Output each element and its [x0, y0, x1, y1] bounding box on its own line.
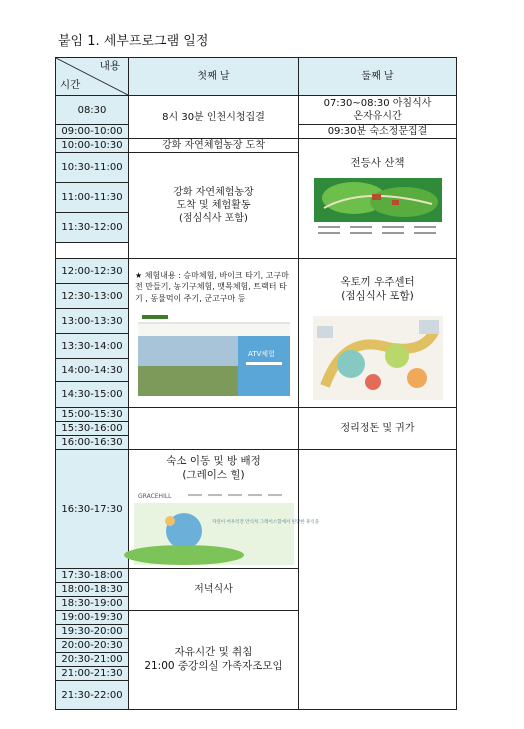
day1-lodging-line2: (그레이스 힐) [182, 469, 245, 481]
day1-lodging-line1: 숙소 이동 및 방 배정 [166, 455, 261, 468]
time-cell: 18:30-19:00 [56, 597, 129, 611]
time-cell: 13:30-14:00 [56, 334, 129, 359]
day1-free-line2: 21:00 중강의실 가족자조모임 [144, 660, 283, 672]
day1-empty [129, 408, 299, 450]
time-cell: 19:30-20:00 [56, 625, 129, 639]
time-cell: 17:30-18:00 [56, 569, 129, 583]
time-cell: 09:00-10:00 [56, 125, 129, 139]
schedule-table [55, 57, 457, 710]
header-corner [56, 58, 129, 96]
day1-gather: 8시 30분 인천시청집결 [129, 96, 299, 139]
day1-activity-detail: ★ 체험내용 : 승마체험, 바이크 타기, 고구마 전 만들기, 농기구체험, 맷목체험, 트랙터 타기 , 동물먹이 주기, 군고구마 등 [135, 270, 289, 303]
time-label: 시간 [60, 79, 81, 92]
time-cell: 18:00-18:30 [56, 583, 129, 597]
time-cell: 11:00-11:30 [56, 183, 129, 213]
day1-header: 첫째 날 [129, 58, 299, 96]
time-cell: 08:30 [56, 96, 129, 125]
time-cell: 14:30-15:00 [56, 382, 129, 408]
farm-website-screenshot [138, 312, 290, 396]
day2-checkout: 09:30분 숙소정문집결 [299, 125, 457, 139]
day1-dinner: 저녁식사 [129, 569, 299, 611]
page-title: 붙임 1. 세부프로그램 일정 [58, 34, 209, 49]
day2-breakfast-text: 07:30~08:30 아침식사 [323, 98, 432, 109]
day2-return: 정리정돈 및 귀가 [299, 408, 457, 450]
day2-museum-line2: (점심식사 포함) [341, 290, 414, 302]
time-cell: 15:00-15:30 [56, 408, 129, 422]
time-cell: 14:00-14:30 [56, 359, 129, 382]
day1-free-line1: 자유시간 및 취침 [174, 646, 253, 659]
gracehill-logo-text: GRACEHILL [137, 492, 172, 500]
atv-banner-text: ATV체험 [247, 350, 275, 359]
day1-lodging-cell [129, 450, 319, 569]
time-cell: 20:30-21:00 [56, 653, 129, 667]
day2-empty [299, 450, 457, 710]
content-label: 내용 [99, 60, 120, 72]
time-cell: 10:00-10:30 [56, 139, 129, 153]
time-cell: 12:30-13:00 [56, 284, 129, 309]
day1-activity [129, 153, 299, 259]
gracehill-website-screenshot [134, 489, 319, 565]
day1-free-cell [129, 611, 299, 710]
time-cell: 19:00-19:30 [56, 611, 129, 625]
day1-activity-line1: 강화 자연체험농장 [173, 187, 254, 198]
temple-map-illustration [314, 178, 442, 240]
time-cell: 21:00-21:30 [56, 667, 129, 681]
time-cell: 16:30-17:30 [56, 450, 129, 569]
day2-free-text: 온자유시간 [353, 111, 402, 122]
time-cell: 10:30-11:00 [56, 153, 129, 183]
space-center-map-illustration [313, 316, 443, 400]
day1-activity-line2: 도착 및 체험활동 [176, 200, 251, 211]
day1-arrive: 강화 자연체험농장 도착 [129, 139, 299, 153]
day2-temple: 전등사 산책 [350, 156, 405, 169]
day1-detail-cell [129, 259, 299, 408]
time-cell: 12:00-12:30 [56, 259, 129, 284]
day2-temple-cell [299, 139, 457, 259]
day2-museum-cell [299, 259, 457, 408]
day2-museum-line1: 옥토끼 우주센터 [340, 276, 415, 289]
time-cell: 13:00-13:30 [56, 309, 129, 334]
day2-breakfast [299, 96, 457, 125]
day1-activity-line3: (점심식사 포함) [179, 213, 248, 224]
time-cell: 20:00-20:30 [56, 639, 129, 653]
day2-header: 둘째 날 [299, 58, 457, 96]
time-cell: 15:30-16:00 [56, 422, 129, 436]
time-cell: 16:00-16:30 [56, 436, 129, 450]
time-cell: 11:30-12:00 [56, 213, 129, 243]
gracehill-caption: 자연이 어우러진 안식처 그레이스힐에서 편안한 휴식을 [211, 519, 319, 525]
time-cell: 21:30-22:00 [56, 681, 129, 710]
